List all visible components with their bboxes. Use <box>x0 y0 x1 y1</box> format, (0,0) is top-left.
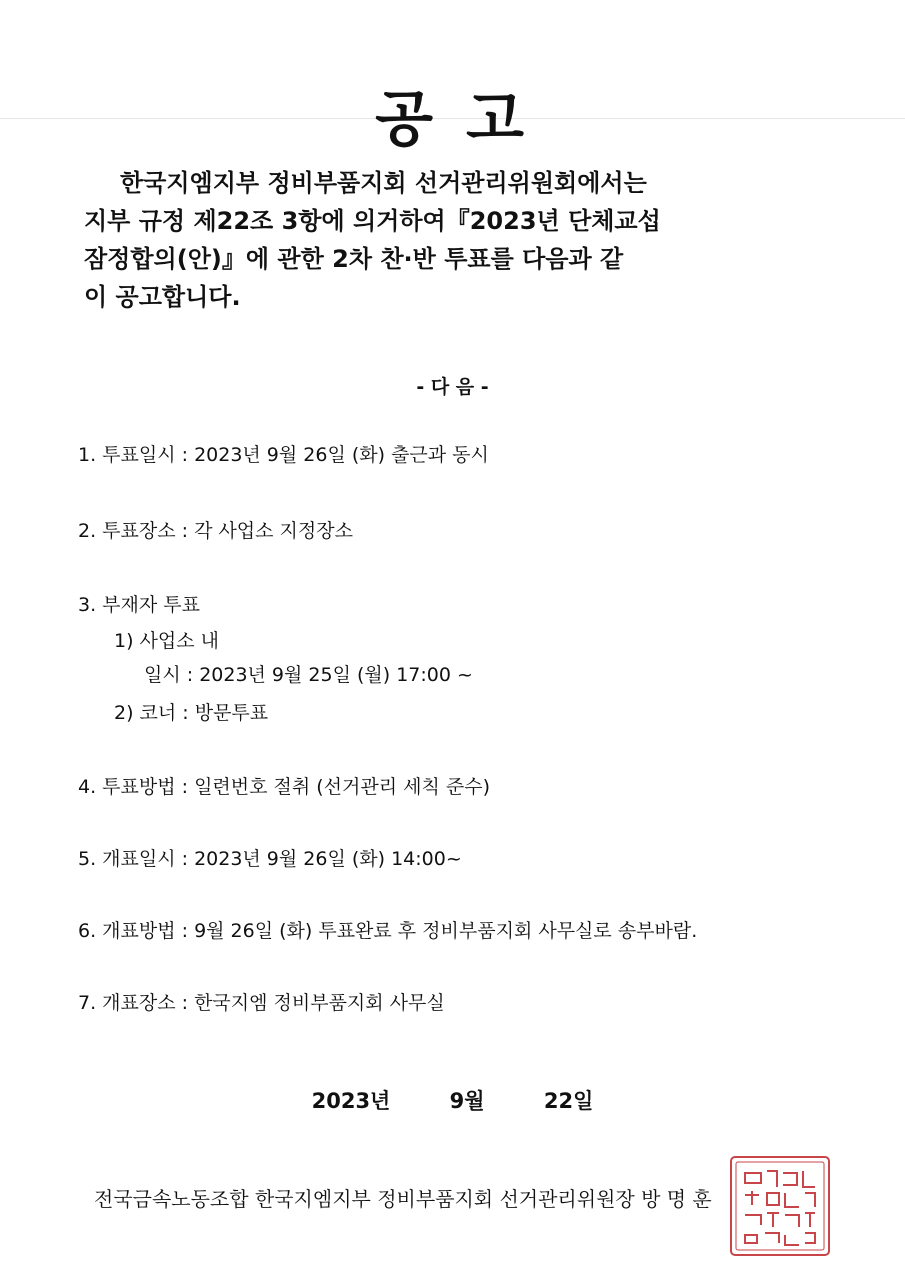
intro-line-4: 이 공고합니다. <box>84 283 241 311</box>
item-absentee-office-time: 일시 : 2023년 9월 25일 (월) 17:00 ~ <box>144 664 473 686</box>
item-counting-date: 5. 개표일시 : 2023년 9월 26일 (화) 14:00~ <box>78 848 462 870</box>
section-heading: - 다 음 - <box>416 376 489 398</box>
intro-line-1: 한국지엠지부 정비부품지회 선거관리위원회에서는 <box>120 169 647 197</box>
page-title <box>0 72 905 158</box>
notice-date <box>0 1085 905 1115</box>
item-voting-place: 2. 투표장소 : 각 사업소 지정장소 <box>78 520 353 542</box>
item-absentee-corner: 2) 코너 : 방문투표 <box>114 702 269 724</box>
item-absentee-office: 1) 사업소 내 <box>114 630 219 652</box>
date-month: 9월 <box>449 1089 485 1113</box>
date-year: 2023년 <box>311 1089 391 1113</box>
date-day: 22일 <box>543 1089 594 1113</box>
intro-paragraph <box>84 164 824 316</box>
official-seal-icon <box>727 1153 833 1259</box>
item-voting-date: 1. 투표일시 : 2023년 9월 26일 (화) 출근과 동시 <box>78 444 489 466</box>
item-voting-method: 4. 투표방법 : 일련번호 절취 (선거관리 세칙 준수) <box>78 776 491 798</box>
intro-line-2: 지부 규정 제22조 3항에 의거하여『2023년 단체교섭 <box>84 207 661 235</box>
signature-line: 전국금속노동조합 한국지엠지부 정비부품지회 선거관리위원장 방 명 훈 <box>94 1187 712 1211</box>
item-absentee-voting: 3. 부재자 투표 <box>78 594 200 616</box>
item-counting-method: 6. 개표방법 : 9월 26일 (화) 투표완료 후 정비부품지회 사무실로 송부바람. <box>78 920 698 942</box>
intro-line-3: 잠정합의(안)』에 관한 2차 찬·반 투표를 다음과 같 <box>84 245 624 273</box>
page-title-text: 공 고 <box>375 85 530 155</box>
item-counting-place: 7. 개표장소 : 한국지엠 정비부품지회 사무실 <box>78 992 445 1014</box>
